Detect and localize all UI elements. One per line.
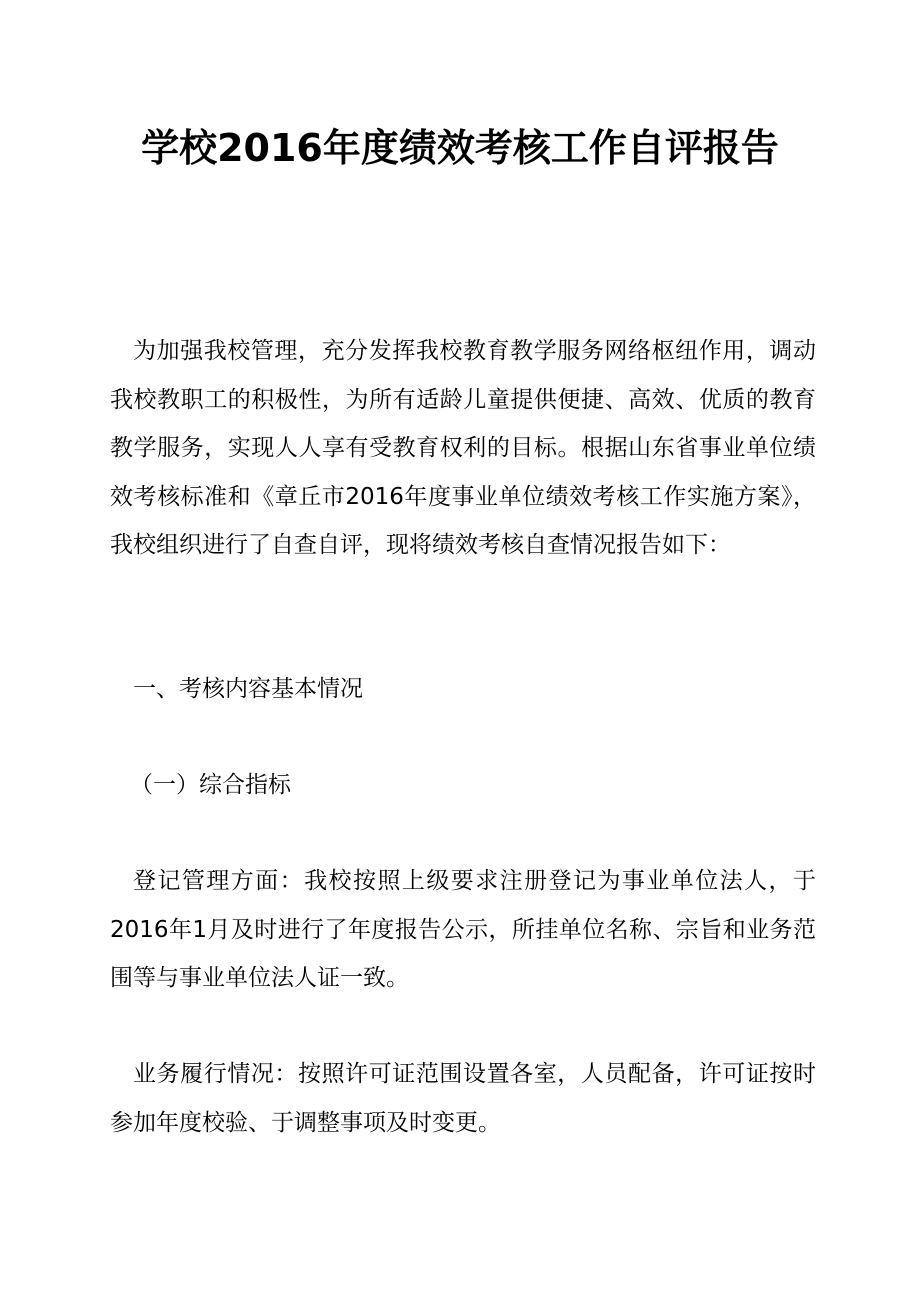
business-paragraph: 业务履行情况：按照许可证范围设置各室，人员配备，许可证按时参加年度校验、于调整事项及时变更。: [110, 1061, 816, 1136]
subsection-heading: （一）综合指标: [130, 772, 291, 798]
registration-paragraph: 登记管理方面：我校按照上级要求注册登记为事业单位法人，于2016年1月及时进行了年度报告公示，所挂单位名称、宗旨和业务范围等与事业单位法人证一致。: [110, 868, 816, 991]
document-title: 学校2016年度绩效考核工作自评报告: [141, 126, 779, 170]
section-heading: 一、考核内容基本情况: [133, 676, 363, 702]
intro-paragraph: 为加强我校管理，充分发挥我校教育教学服务网络枢纽作用，调动我校教职工的积极性，为所有适龄儿童提供便捷、高效、优质的教育教学服务，实现人人享有受教育权利的目标。根据山东省事业单位绩效考核标准和《章丘市2016年度事业单位绩效考核工作实施方案》，我校组织进行了自查自评，现将绩效考核自查情况报告如下：: [110, 338, 816, 558]
